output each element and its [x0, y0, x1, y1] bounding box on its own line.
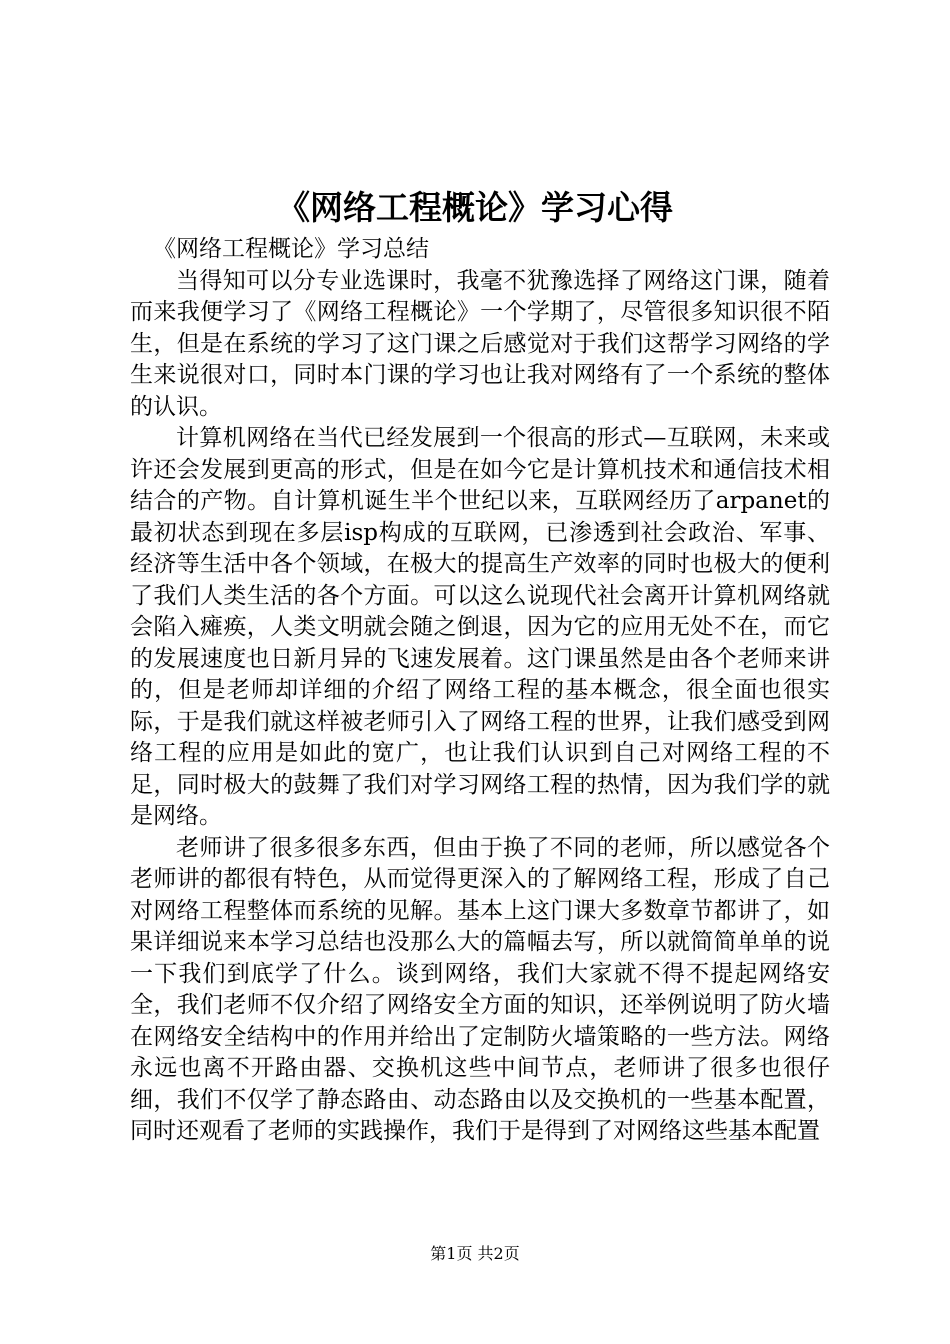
document-title: 《网络工程概论》学习心得 [277, 188, 673, 227]
page-number-footer: 第1页 共2页 [430, 1244, 520, 1263]
document-body [130, 234, 830, 1148]
document-subtitle: 《网络工程概论》学习总结 [153, 236, 429, 262]
paragraph-2: 计算机网络在当代已经发展到一个很高的形式—互联网，未来或许还会发展到更高的形式，但是在如今它是计算机技术和通信技术相结合的产物。自计算机诞生半个世纪以来，互联网经历了arpanet的最初状态到现在多层isp构成的互联网，已渗透到社会政治、军事、经济等生活中各个领域，在极大的提高生产效率的同时也极大的便利了我们人类生活的各个方面。可以这么说现代社会离开计算机网络就会陷入瘫痪，人类文明就会随之倒退，因为它的应用无处不在，而它的发展速度也日新月异的飞速发展着。这门课虽然是由各个老师来讲的，但是老师却详细的介绍了网络工程的基本概念，很全面也很实际，于是我们就这样被老师引入了网络工程的世界，让我们感受到网络工程的应用是如此的宽广，也让我们认识到自己对网络工程的不足，同时极大的鼓舞了我们对学习网络工程的热情，因为我们学的就是网络。 [130, 425, 830, 829]
paragraph-3: 老师讲了很多很多东西，但由于换了不同的老师，所以感觉各个老师讲的都很有特色，从而觉得更深入的了解网络工程，形成了自己对网络工程整体而系统的见解。基本上这门课大多数章节都讲了，如果详细说来本学习总结也没那么大的篇幅去写，所以就简简单单的说一下我们到底学了什么。谈到网络，我们大家就不得不提起网络安全，我们老师不仅介绍了网络安全方面的知识，还举例说明了防火墙在网络安全结构中的作用并给出了定制防火墙策略的一些方法。网络永远也离不开路由器、交换机这些中间节点，老师讲了很多也很仔细，我们不仅学了静态路由、动态路由以及交换机的一些基本配置，同时还观看了老师的实践操作，我们于是得到了对网络这些基本配置 [130, 834, 830, 1144]
paragraph-1: 当得知可以分专业选课时，我毫不犹豫选择了网络这门课，随着而来我便学习了《网络工程概论》一个学期了，尽管很多知识很不陌生，但是在系统的学习了这门课之后感觉对于我们这帮学习网络的学生来说很对口，同时本门课的学习也让我对网络有了一个系统的整体的认识。 [130, 267, 830, 420]
